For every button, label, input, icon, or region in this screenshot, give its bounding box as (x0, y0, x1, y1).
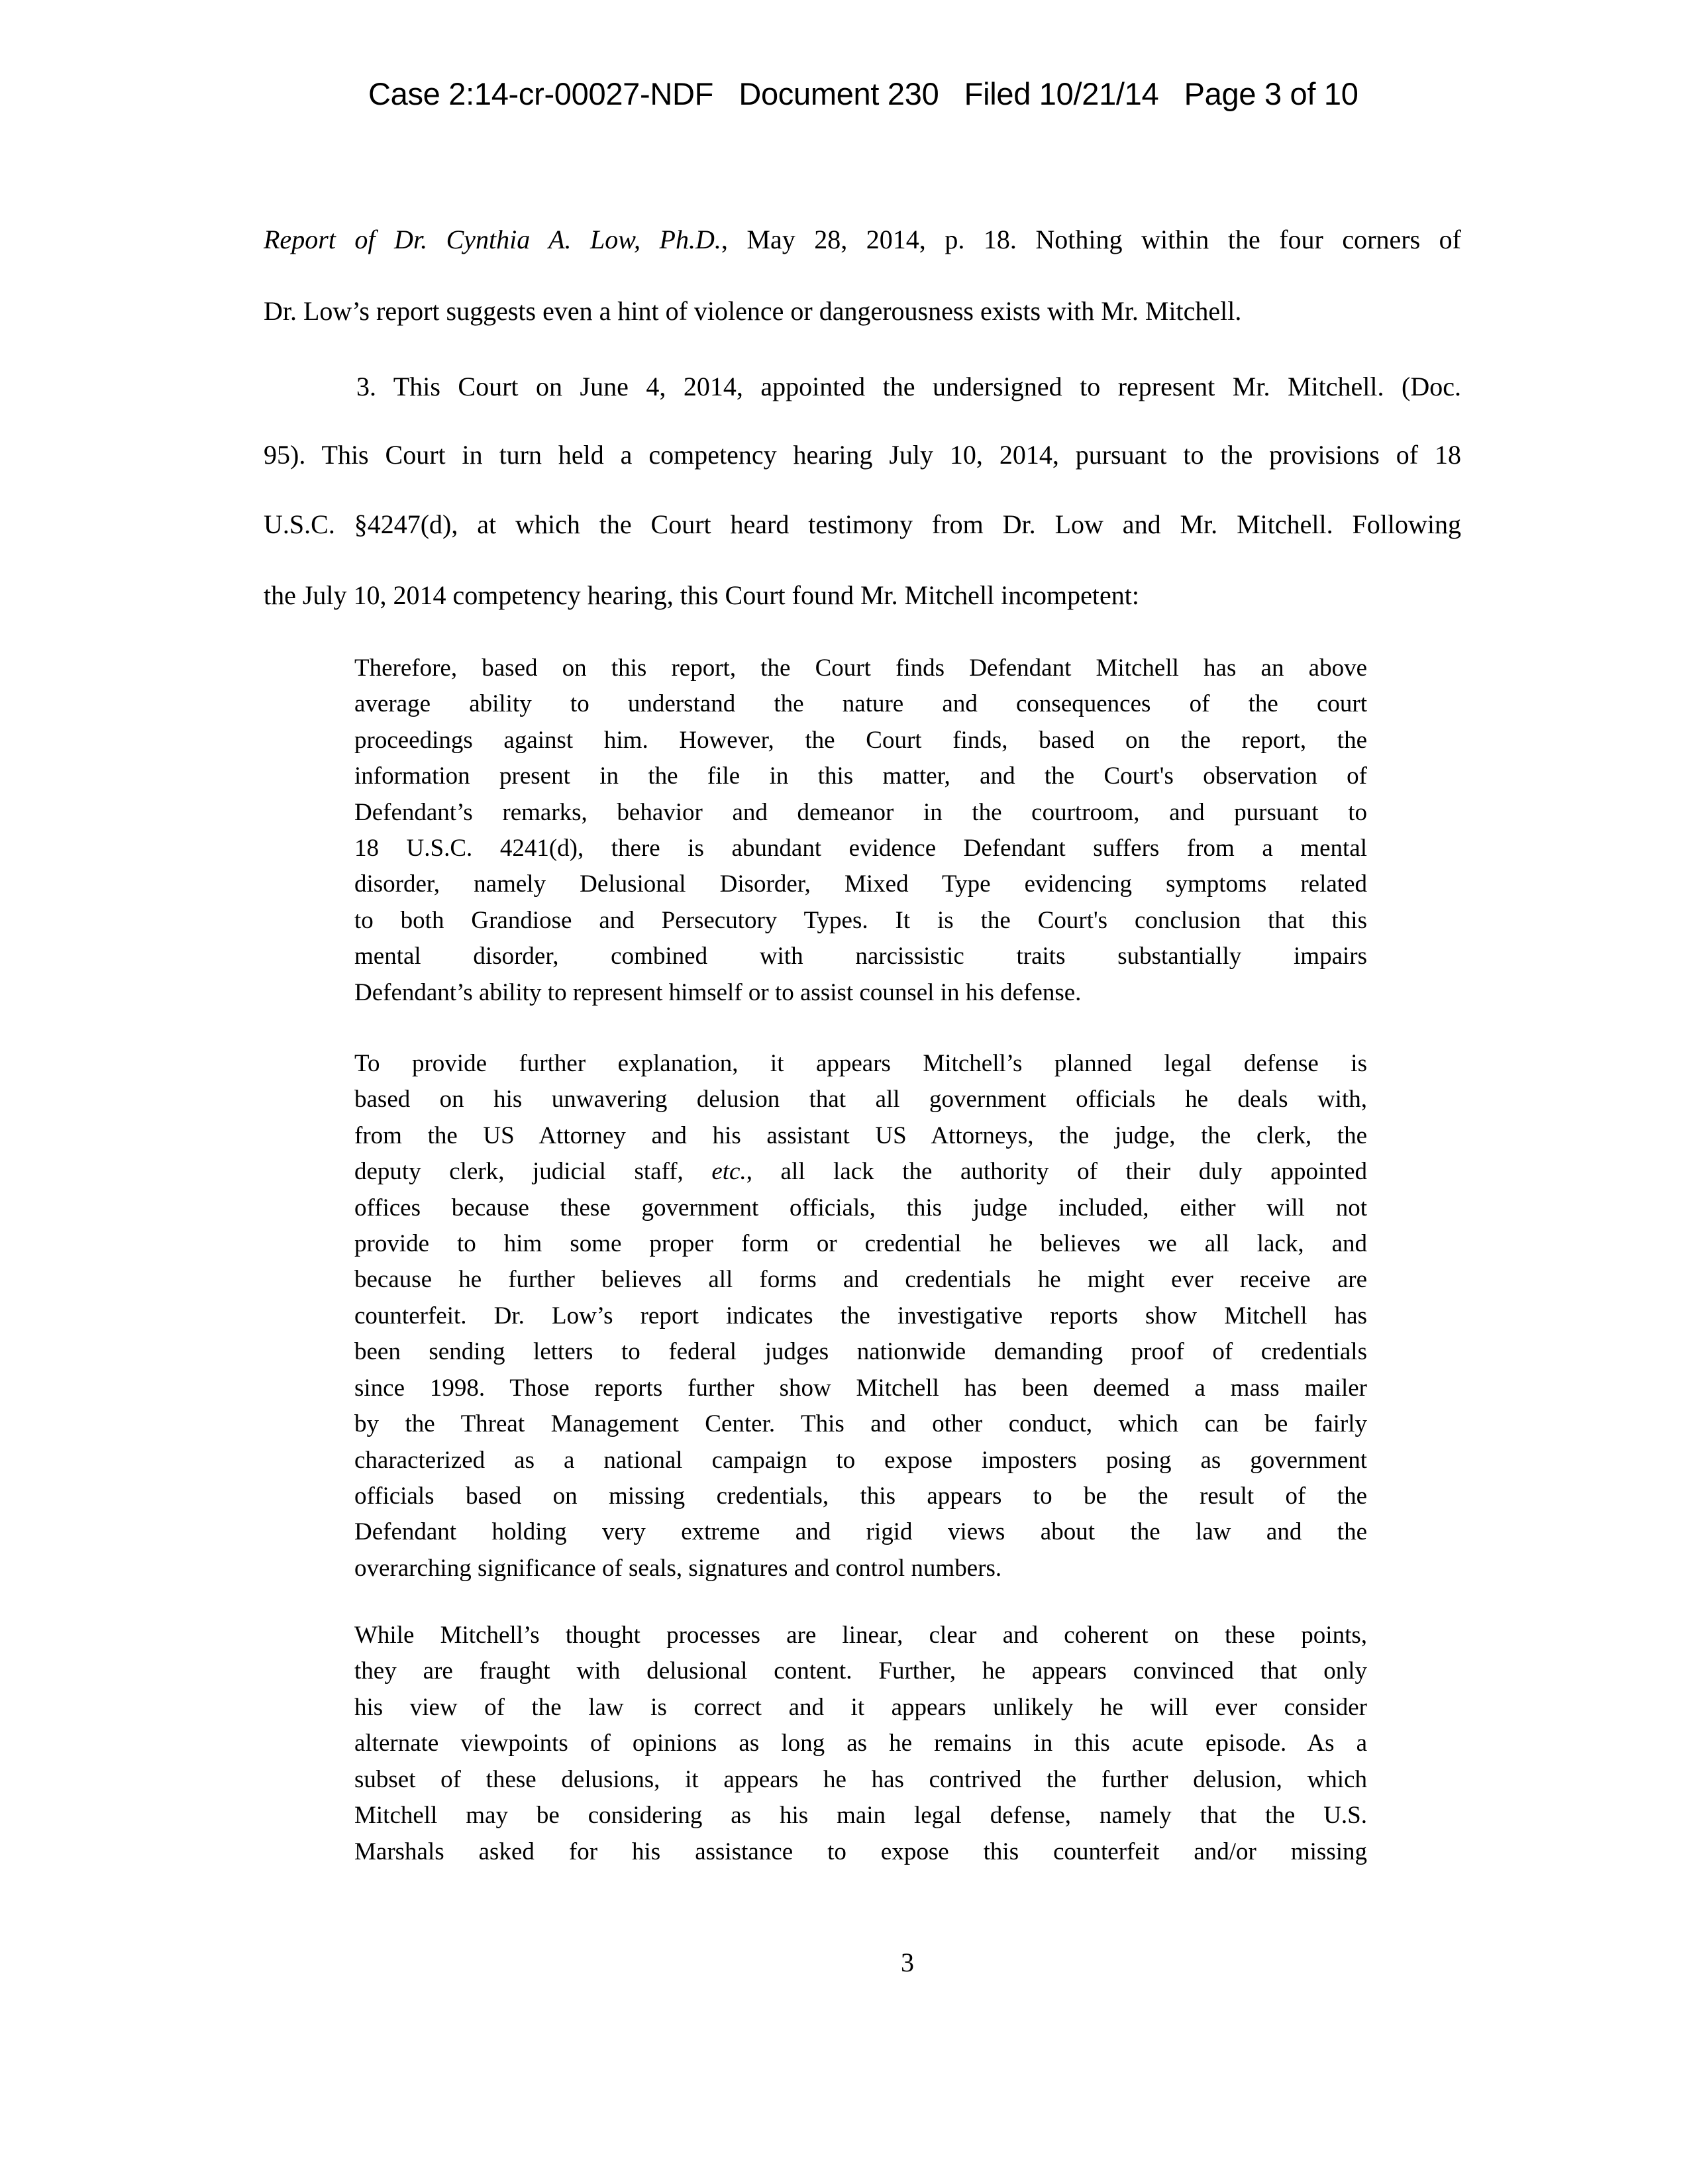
quote-p1-line: proceedings against him. However, the Court finds, based on the report, the (354, 727, 1367, 754)
quote-p3-line: his view of the law is correct and it appears unlikely he will ever consider (354, 1694, 1367, 1721)
quote-p2-line: deputy clerk, judicial staff, etc., all lack the authority of their duly appointed (354, 1158, 1368, 1185)
case-header: Case 2:14-cr-00027-NDF Document 230 Filed 10/21/14 Page 3 of 10 (368, 76, 1358, 111)
quote-p1-line: to both Grandiose and Persecutory Types. It is the Court's conclusion that this (354, 907, 1367, 934)
quote-p1-line: mental disorder, combined with narcissistic traits substantially impairs (354, 943, 1367, 970)
page-number: 3 (901, 1948, 914, 1977)
body-line-5: U.S.C. §4247(d), at which the Court heard testimony from Dr. Low and Mr. Mitchell. Following (264, 509, 1461, 539)
quote-p1-line: Therefore, based on this report, the Court finds Defendant Mitchell has an above (354, 654, 1367, 682)
quote-p2-line: officials based on missing credentials, this appears to be the result of the (354, 1482, 1367, 1510)
quote-p1-line: average ability to understand the nature and consequences of the court (354, 690, 1367, 717)
body-line-4: 95). This Court in turn held a competency hearing July 10, 2014, pursuant to the provisions of 18 (264, 440, 1461, 470)
quote-p2-line: provide to him some proper form or credential he believes we all lack, and (354, 1230, 1367, 1257)
quote-p3-line: While Mitchell’s thought processes are linear, clear and coherent on these points, (354, 1622, 1367, 1649)
quote-p2-line: To provide further explanation, it appears Mitchell’s planned legal defense is (354, 1050, 1367, 1077)
quote-p1-line: information present in the file in this matter, and the Court's observation of (354, 762, 1367, 790)
quote-p2-line: by the Threat Management Center. This and other conduct, which can be fairly (354, 1410, 1367, 1437)
body-line-2: Dr. Low’s report suggests even a hint of violence or dangerousness exists with Mr. Mitchell. (264, 296, 1242, 326)
body-line-3: 3. This Court on June 4, 2014, appointed the undersigned to represent Mr. Mitchell. (Doc. (356, 372, 1461, 401)
quote-p2-line: Defendant holding very extreme and rigid views about the law and the (354, 1518, 1367, 1545)
quote-p2-line: characterized as a national campaign to expose imposters posing as government (354, 1447, 1367, 1474)
quote-p3-line: they are fraught with delusional content. Further, he appears convinced that only (354, 1657, 1367, 1685)
quote-p3-line: alternate viewpoints of opinions as long as he remains in this acute episode. As a (354, 1730, 1367, 1757)
quote-p2-line: since 1998. Those reports further show Mitchell has been deemed a mass mailer (354, 1375, 1367, 1402)
quote-p1-line: disorder, namely Delusional Disorder, Mixed Type evidencing symptoms related (354, 870, 1367, 898)
report-citation: Report of Dr. Cynthia A. Low, Ph.D. (264, 225, 721, 254)
body-line-6: the July 10, 2014 competency hearing, this Court found Mr. Mitchell incompetent: (264, 580, 1139, 610)
quote-p2-line: overarching significance of seals, signatures and control numbers. (354, 1555, 1002, 1582)
quote-p2-line: counterfeit. Dr. Low’s report indicates the investigative reports show Mitchell has (354, 1302, 1367, 1329)
quote-p2-line: been sending letters to federal judges nationwide demanding proof of credentials (354, 1338, 1367, 1365)
quote-p3-line: Marshals asked for his assistance to expose this counterfeit and/or missing (354, 1838, 1367, 1865)
etc-italic: etc. (711, 1158, 746, 1185)
quote-p3-line: subset of these delusions, it appears he has contrived the further delusion, which (354, 1766, 1367, 1793)
quote-p2-line: offices because these government officials, this judge included, either will not (354, 1194, 1367, 1222)
quote-p1-line: 18 U.S.C. 4241(d), there is abundant evidence Defendant suffers from a mental (354, 835, 1367, 862)
quote-p1-line: Defendant’s ability to represent himself or to assist counsel in his defense. (354, 979, 1082, 1006)
quote-p3-line: Mitchell may be considering as his main legal defense, namely that the U.S. (354, 1802, 1367, 1829)
body-line-1: Report of Dr. Cynthia A. Low, Ph.D., May 28, 2014, p. 18. Nothing within the four corners of (264, 225, 1461, 254)
quote-p2-line: because he further believes all forms and credentials he might ever receive are (354, 1266, 1367, 1293)
quote-p2-line: based on his unwavering delusion that all government officials he deals with, (354, 1086, 1367, 1113)
quote-p2-line: from the US Attorney and his assistant US Attorneys, the judge, the clerk, the (354, 1122, 1367, 1149)
quote-p1-line: Defendant’s remarks, behavior and demeanor in the courtroom, and pursuant to (354, 799, 1367, 826)
